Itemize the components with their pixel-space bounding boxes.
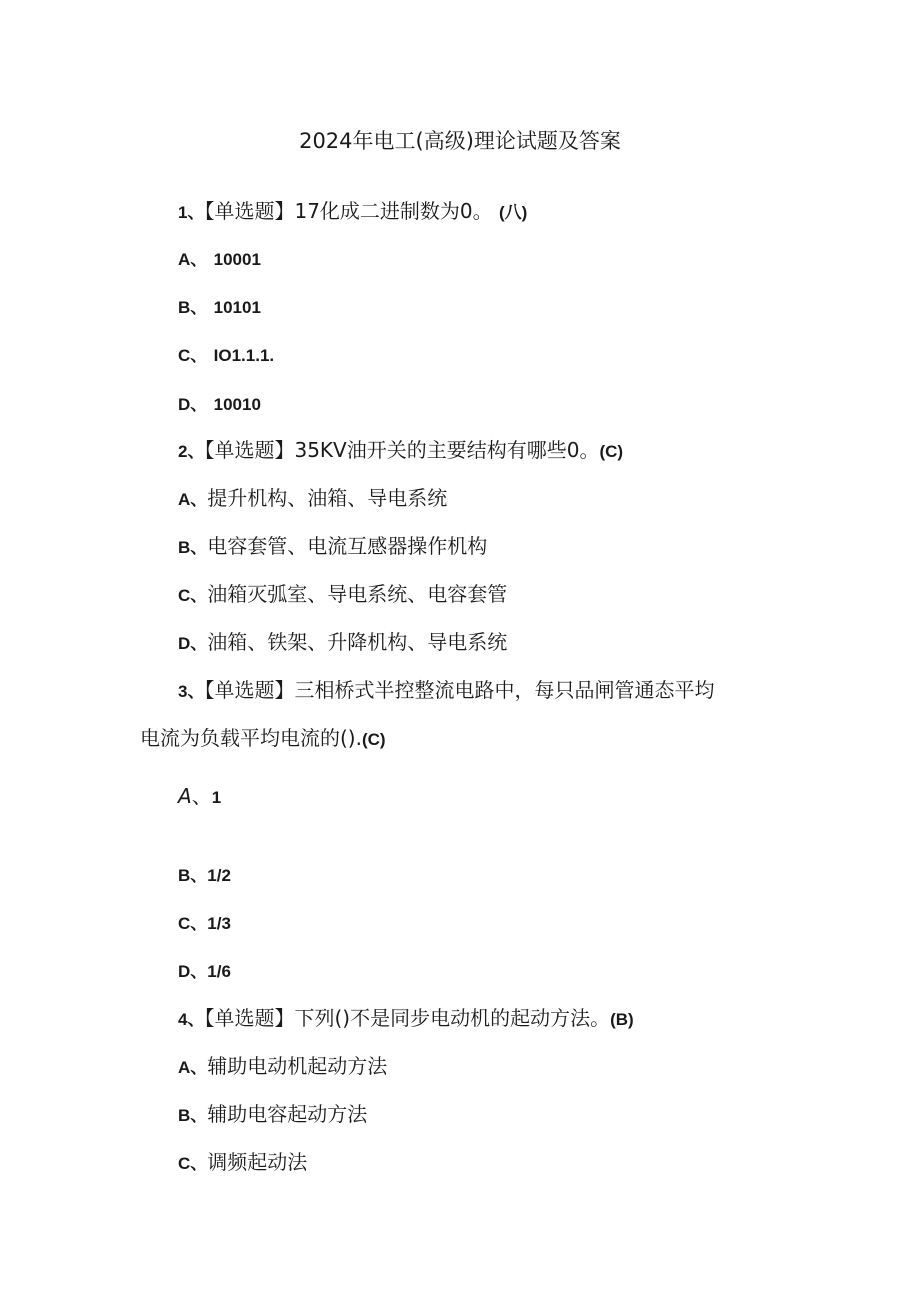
option-label: D、 [178,634,208,653]
option-text: IO1.1.1. [213,346,275,365]
option-label: C、 [178,586,208,605]
question-2 [178,436,623,466]
option-d [178,956,231,986]
option-a [178,1052,387,1082]
option-label: B、 [178,1106,208,1125]
option-c [178,340,274,370]
question-stem: 下列()不是同步电动机的起动方法。 [294,1006,611,1030]
option-d [178,628,507,658]
question-type: 【单选题】 [204,199,295,223]
question-answer: (C) [599,442,624,461]
option-label: D、 [178,962,208,981]
option-b [178,532,487,562]
question-3 [178,676,714,706]
option-text: 油箱灭弧室、导电系统、电容套管 [207,582,508,606]
option-a [178,244,261,274]
document-title: 2024年电工(高级)理论试题及答案 [299,129,621,153]
option-a [178,484,447,514]
option-a [178,782,221,812]
option-b [178,292,261,322]
option-text: 油箱、铁架、升降机构、导电系统 [207,630,508,654]
option-text: 辅助电容起动方法 [207,1102,368,1126]
question-stem-continued: 电流为负载平均电流的(). [140,726,362,750]
question-number: 3、 [178,682,205,701]
option-text: 辅助电动机起动方法 [207,1054,388,1078]
option-label: C、 [178,346,208,365]
option-c [178,1148,307,1178]
question-answer: (C) [361,730,386,749]
option-label: B、 [178,866,208,885]
option-label: B、 [178,298,208,317]
option-label: A、 [178,250,208,269]
option-text: 电容套管、电流互感器操作机构 [207,534,488,558]
question-answer: (八) [499,203,528,222]
question-type: 【单选题】 [204,1006,295,1030]
option-text: 10001 [213,250,261,269]
option-text: 10010 [213,395,261,414]
question-type: 【单选题】 [204,678,295,702]
question-stem: 35KV油开关的主要结构有哪些0。 [294,438,600,462]
option-text: 1/6 [207,962,231,981]
option-c [178,908,231,938]
option-c [178,580,507,610]
option-text: 1 [211,788,222,807]
option-label: C、 [178,1154,208,1173]
option-text: 10101 [213,298,261,317]
question-number: 2、 [178,442,205,461]
option-label: C、 [178,914,208,933]
option-text: 提升机构、油箱、导电系统 [207,486,448,510]
option-text: 调频起动法 [207,1150,308,1174]
question-number: 4、 [178,1010,205,1029]
question-1 [178,197,527,227]
option-label: A [178,784,192,808]
question-type: 【单选题】 [204,438,295,462]
question-3-continued [140,724,386,754]
option-separator: 、 [191,784,212,808]
question-stem: 三相桥式半控整流电路中，每只品闸管通态平均 [294,678,715,702]
option-text: 1/3 [207,914,231,933]
option-b [178,1100,367,1130]
option-label: A、 [178,490,208,509]
question-answer: (B) [610,1010,634,1029]
option-label: B、 [178,538,208,557]
option-d [178,389,261,419]
option-label: A、 [178,1058,208,1077]
option-b [178,860,231,890]
option-text: 1/2 [207,866,231,885]
question-number: 1、 [178,203,205,222]
question-stem: 17化成二进制数为0。 [294,199,493,223]
option-label: D、 [178,395,208,414]
question-4 [178,1004,634,1034]
